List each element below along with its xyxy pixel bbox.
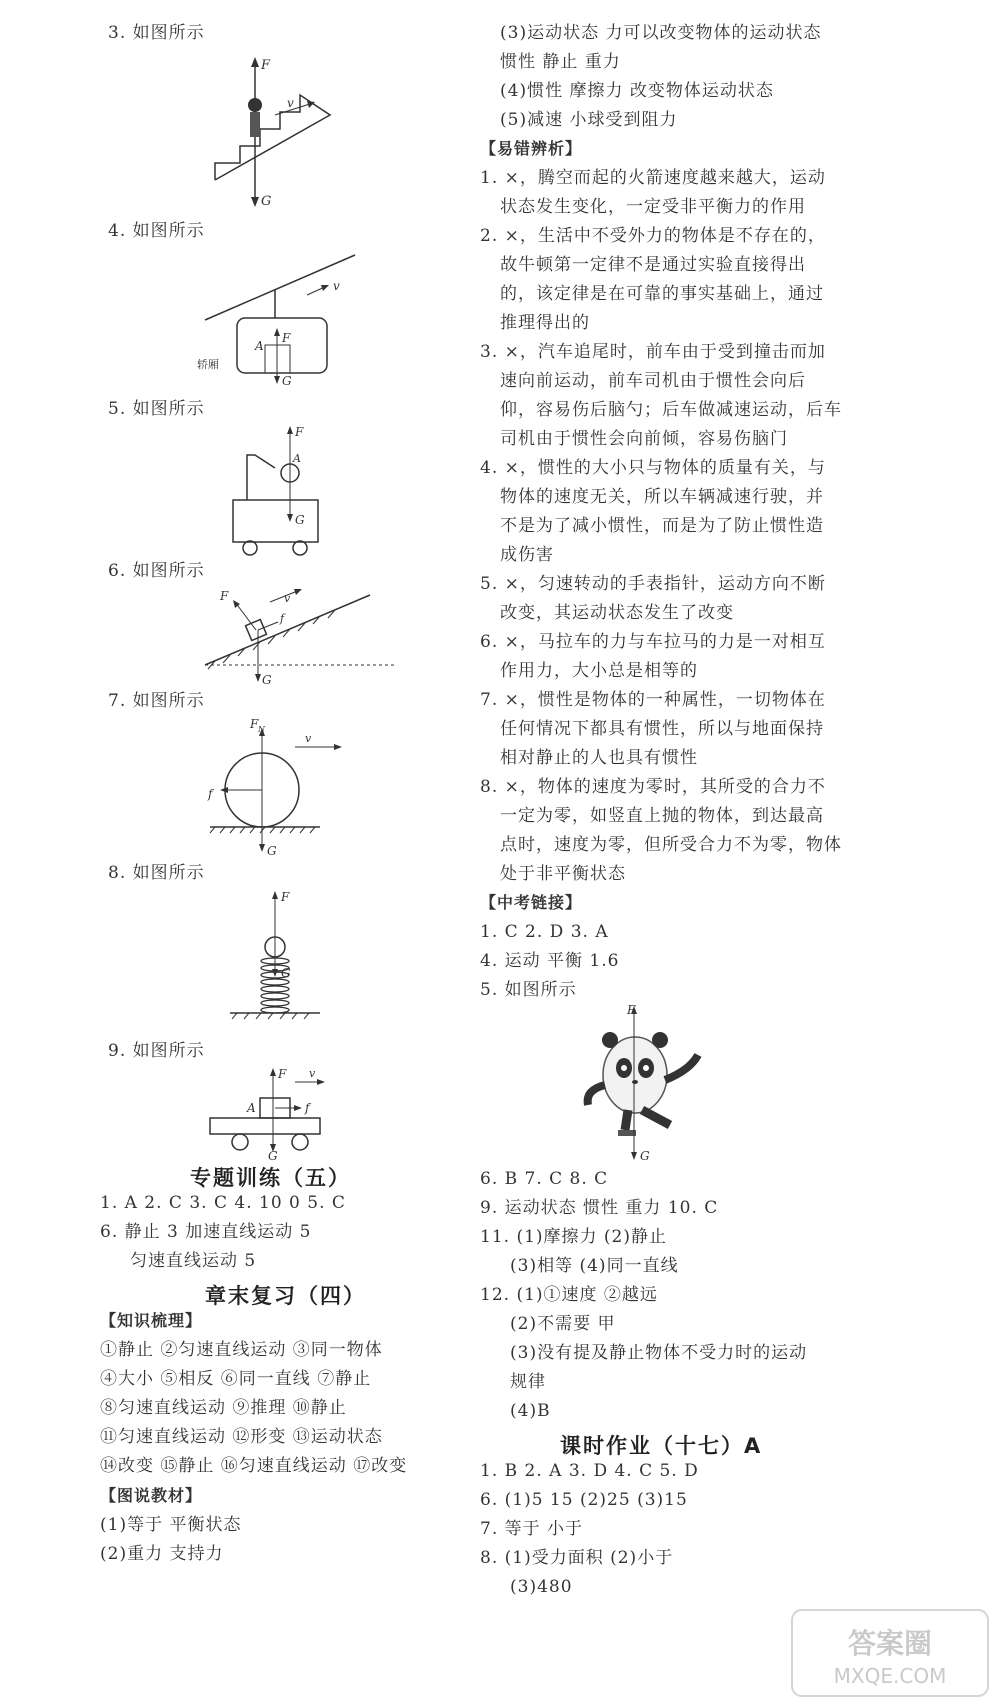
- svg-text:G: G: [282, 374, 292, 388]
- exam2-line-6: (2)不需要 甲: [510, 1314, 616, 1334]
- error-line: 一定为零，如竖直上抛的物体，到达最高: [500, 806, 824, 826]
- hw-line-5: (3)480: [510, 1577, 573, 1597]
- exam2-line-7: (3)没有提及静止物体不受力时的运动: [510, 1343, 808, 1363]
- exam2-line-3: 11. (1)摩擦力 (2)静止: [480, 1227, 668, 1247]
- svg-text:f: f: [305, 1101, 310, 1115]
- item-7-label: 7. 如图所示: [108, 691, 205, 711]
- svg-text:F: F: [281, 890, 290, 904]
- right-top-line-1: (3)运动状态 力可以改变物体的运动状态: [500, 23, 822, 43]
- figures-tag: 【图说教材】: [100, 1486, 203, 1505]
- error-line: 的，该定律是在可靠的事实基础上，通过: [500, 284, 824, 304]
- knowledge-line-5: ⑭改变 ⑮静止 ⑯匀速直线运动 ⑰改变: [100, 1456, 408, 1476]
- svg-text:f: f: [280, 612, 285, 625]
- svg-text:v: v: [287, 96, 294, 110]
- error-line: 6. ×，马拉车的力与车拉马的力是一对相互: [480, 632, 826, 652]
- hw-line-4: 8. (1)受力面积 (2)小于: [480, 1548, 674, 1568]
- svg-text:G: G: [268, 1149, 278, 1162]
- exam2-line-4: (3)相等 (4)同一直线: [510, 1256, 679, 1276]
- error-line: 仰，容易伤后脑勺；后车做减速运动，后车: [500, 400, 842, 420]
- error-line: 处于非平衡状态: [500, 864, 626, 884]
- figures-line-2: (2)重力 支持力: [100, 1544, 224, 1564]
- figure-panda-skater: [580, 1000, 710, 1165]
- exam-line-3: 5. 如图所示: [480, 980, 577, 1000]
- error-line: 作用力，大小总是相等的: [500, 661, 698, 681]
- hw-line-1: 1. B 2. A 3. D 4. C 5. D: [480, 1461, 699, 1481]
- error-line: 3. ×，汽车追尾时，前车由于受到撞击而加: [480, 342, 826, 362]
- svg-text:F: F: [278, 1067, 287, 1081]
- svg-text:轿厢: 轿厢: [197, 358, 219, 371]
- error-line: 7. ×，惯性是物体的一种属性，一切物体在: [480, 690, 826, 710]
- error-line: 任何情况下都具有惯性，所以与地面保持: [500, 719, 824, 739]
- svg-text:F: F: [295, 425, 304, 439]
- figure-4-cable-car: [195, 250, 365, 390]
- item-3-label: 3. 如图所示: [108, 23, 205, 43]
- svg-text:G: G: [262, 673, 272, 687]
- section-title-chapter-review-4: 章末复习（四）: [205, 1284, 366, 1308]
- error-line: 不是为了减小惯性，而是为了防止惯性造: [500, 516, 824, 536]
- error-line: 改变，其运动状态发生了改变: [500, 603, 734, 623]
- svg-text:F: F: [250, 717, 259, 731]
- svg-text:v: v: [305, 732, 312, 745]
- error-line: 司机由于惯性会向前倾，容易伤脑门: [500, 429, 788, 449]
- exam2-line-5: 12. (1)①速度 ②越远: [480, 1285, 658, 1305]
- error-line: 故牛顿第一定律不是通过实验直接得出: [500, 255, 806, 275]
- svg-text:v: v: [309, 1067, 316, 1080]
- error-line: 速向前运动，前车司机由于惯性会向后: [500, 371, 806, 391]
- svg-text:v: v: [284, 592, 291, 605]
- exam-line-2: 4. 运动 平衡 1.6: [480, 951, 620, 971]
- item-4-label: 4. 如图所示: [108, 221, 205, 241]
- exam-line-1: 1. C 2. D 3. A: [480, 922, 609, 942]
- error-line: 状态发生变化，一定受非平衡力的作用: [500, 197, 806, 217]
- svg-text:G: G: [281, 966, 291, 980]
- exam2-line-2: 9. 运动状态 惯性 重力 10. C: [480, 1198, 719, 1218]
- knowledge-line-1: ①静止 ②匀速直线运动 ③同一物体: [100, 1340, 383, 1360]
- exam2-line-9: (4)B: [510, 1401, 551, 1421]
- svg-text:G: G: [261, 194, 272, 209]
- right-top-line-4: (5)减速 小球受到阻力: [500, 110, 678, 130]
- knowledge-line-2: ④大小 ⑤相反 ⑥同一直线 ⑦静止: [100, 1369, 372, 1389]
- figure-8-spring: [225, 885, 335, 1035]
- svg-text:答案圈: 答案圈: [847, 1627, 933, 1660]
- svg-text:f: f: [208, 787, 213, 801]
- svg-text:v: v: [333, 279, 340, 293]
- svg-text:MXQE.COM: MXQE.COM: [833, 1664, 947, 1688]
- item-9-label: 9. 如图所示: [108, 1041, 205, 1061]
- error-line: 相对静止的人也具有惯性: [500, 748, 698, 768]
- figure-5-cart: [225, 420, 335, 560]
- training-5-line-3: 匀速直线运动 5: [130, 1251, 257, 1271]
- error-line: 2. ×，生活中不受外力的物体是不存在的，: [480, 226, 826, 246]
- item-8-label: 8. 如图所示: [108, 863, 205, 883]
- svg-text:F: F: [627, 1003, 636, 1017]
- error-line: 成伤害: [500, 545, 554, 565]
- svg-text:G: G: [267, 844, 277, 857]
- knowledge-tag: 【知识梳理】: [100, 1311, 203, 1330]
- exam2-line-8: 规律: [510, 1372, 546, 1392]
- svg-text:A: A: [255, 339, 264, 353]
- figure-6-incline: [200, 580, 400, 690]
- svg-text:N: N: [258, 725, 265, 734]
- svg-text:G: G: [640, 1149, 650, 1163]
- svg-text:A: A: [293, 452, 301, 465]
- error-line: 5. ×，匀速转动的手表指针，运动方向不断: [480, 574, 826, 594]
- error-line: 1. ×，腾空而起的火箭速度越来越大，运动: [480, 168, 826, 188]
- error-line: 点时，速度为零，但所受合力不为零，物体: [500, 835, 842, 855]
- error-line: 物体的速度无关，所以车辆减速行驶，并: [500, 487, 824, 507]
- right-top-line-3: (4)惯性 摩擦力 改变物体运动状态: [500, 81, 774, 101]
- error-line: 推理得出的: [500, 313, 590, 333]
- training-5-line-2: 6. 静止 3 加速直线运动 5: [100, 1222, 312, 1242]
- svg-text:F: F: [261, 58, 271, 73]
- figure-3-stairs: [205, 55, 340, 215]
- hw-line-3: 7. 等于 小于: [480, 1519, 584, 1539]
- exam2-line-1: 6. B 7. C 8. C: [480, 1169, 609, 1189]
- svg-text:A: A: [247, 1101, 256, 1115]
- svg-text:F: F: [282, 331, 291, 345]
- hw-line-2: 6. (1)5 15 (2)25 (3)15: [480, 1490, 688, 1510]
- svg-text:G: G: [295, 513, 305, 527]
- error-line: 4. ×，惯性的大小只与物体的质量有关，与: [480, 458, 826, 478]
- svg-text:F: F: [220, 589, 229, 603]
- error-analysis-tag: 【易错辨析】: [480, 139, 583, 158]
- figure-9-block-cart: [205, 1062, 330, 1162]
- watermark-logo: [790, 1608, 990, 1698]
- figures-line-1: (1)等于 平衡状态: [100, 1515, 242, 1535]
- section-title-homework-17a: 课时作业（十七）A: [560, 1434, 763, 1458]
- training-5-line-1: 1. A 2. C 3. C 4. 10 0 5. C: [100, 1193, 346, 1213]
- item-6-label: 6. 如图所示: [108, 561, 205, 581]
- knowledge-line-4: ⑪匀速直线运动 ⑫形变 ⑬运动状态: [100, 1427, 383, 1447]
- exam-link-tag: 【中考链接】: [480, 893, 583, 912]
- knowledge-line-3: ⑧匀速直线运动 ⑨推理 ⑩静止: [100, 1398, 347, 1418]
- error-line: 8. ×，物体的速度为零时，其所受的合力不: [480, 777, 826, 797]
- item-5-label: 5. 如图所示: [108, 399, 205, 419]
- right-top-line-2: 惯性 静止 重力: [500, 52, 621, 72]
- figure-7-ball: [200, 712, 350, 857]
- section-title-training-5: 专题训练（五）: [190, 1166, 351, 1190]
